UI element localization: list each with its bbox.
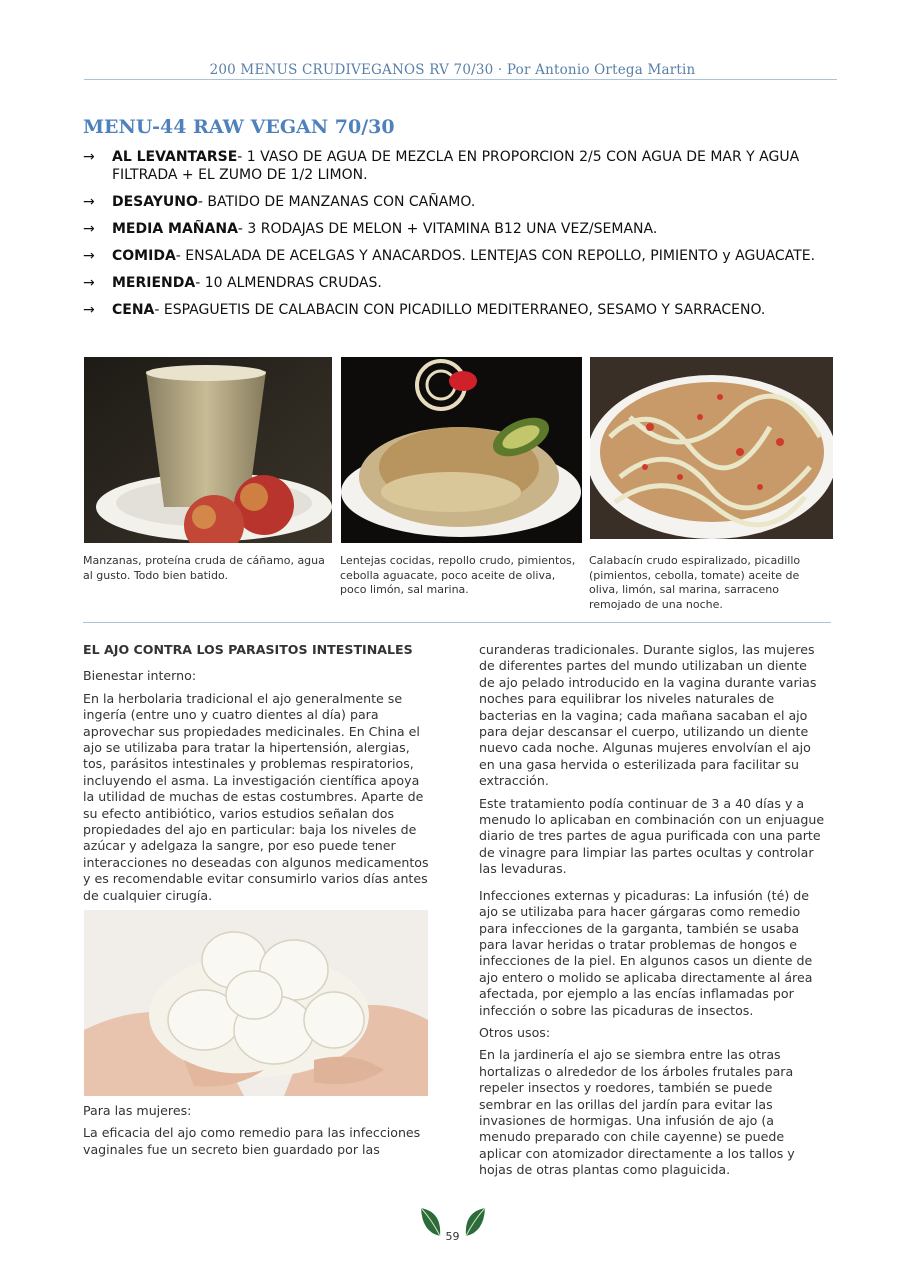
lentil-plate-photo: [341, 357, 582, 543]
article-paragraph: curanderas tradicionales. Durante siglos, las mujeres de diferentes partes del mundo utilizaban un diente de ajo pelado introducido en la vagina durante varias noches para equilibrar los niveles naturales de bacterias en la vagina; cada mañana sacaban el ajo para dejar descansar el cuerpo, utilizando un diente nuevo cada noche. Algunas mujeres envolvían el ajo en una gasa hervida o esterilizada para facilitar su extracción.: [479, 642, 817, 789]
menu-item-label: CENA: [112, 302, 155, 318]
menu-item-text: - 1 VASO DE AGUA DE MEZCLA EN PROPORCION 2/5 CON AGUA DE MAR Y AGUA FILTRADA + EL ZUMO DE 1/2 LIMON.: [112, 149, 800, 183]
article-right-column: [479, 642, 825, 1185]
header-divider: [84, 79, 837, 80]
subhead-bienestar: Bienestar interno:: [83, 668, 197, 684]
menu-item-text: - ESPAGUETIS DE CALABACIN CON PICADILLO MEDITERRANEO, SESAMO Y SARRACENO.: [154, 302, 766, 318]
menu-item-text: - 10 ALMENDRAS CRUDAS.: [195, 275, 382, 291]
arrow-icon: →: [83, 194, 95, 210]
page-number: 59: [445, 1230, 460, 1243]
menu-item-label: MEDIA MAÑANA: [112, 221, 238, 237]
photo-caption-3: Calabacín crudo espiralizado, picadillo (pimientos, cebolla, tomate) aceite de oliva, limón, sal marina, sarraceno remojado de una noche.: [589, 554, 801, 611]
running-header: 200 MENUS CRUDIVEGANOS RV 70/30 · Por Antonio Ortega Martin: [209, 62, 696, 78]
subhead-mujeres: Para las mujeres:: [83, 1103, 192, 1118]
subhead-otros-usos: Otros usos:: [479, 1024, 551, 1040]
section-divider: [83, 622, 831, 623]
menu-item-label: MERIENDA: [112, 275, 196, 291]
article-paragraph: En la herbolaria tradicional el ajo generalmente se ingería (entre uno y cuatro dientes al día) para aprovechar sus propiedades medicinales. En China el ajo se utilizaba para tratar la hipertensión, alergias, tos, parásitos intestinales y problemas respiratorios, incluyendo el asma. La investigación científica apoya la utilidad de muchas de estas costumbres. Aparte de su efecto antibiótico, varios estudios señalan dos propiedades del ajo en particular: baja los niveles de azúcar y adelgaza la sangre, por eso puede tener interacciones no deseadas con algunos medicamentos y es recomendable evitar consumirlo varios días antes de cualquier cirugía.: [83, 690, 429, 903]
article-left-column-bottom: [83, 1103, 429, 1164]
arrow-icon: →: [83, 149, 95, 165]
menu-item-label: AL LEVANTARSE: [112, 149, 238, 165]
photo-caption-2: Lentejas cocidas, repollo crudo, pimientos, cebolla aguacate, poco aceite de oliva, poco limón, sal marina.: [340, 554, 576, 596]
menu-item-text: - ENSALADA DE ACELGAS Y ANACARDOS. LENTEJAS CON REPOLLO, PIMIENTO y AGUACATE.: [175, 248, 816, 264]
arrow-icon: →: [83, 275, 95, 291]
article-title: EL AJO CONTRA LOS PARASITOS INTESTINALES: [83, 642, 413, 657]
article-paragraph: En la jardinería el ajo se siembra entre las otras hortalizas o alrededor de los árboles frutales para repeler insectos y roedores, también se puede sembrar en las orillas del jardín para evitar las invasiones de hormigas. Una infusión de ajo (a menudo preparado con chile cayenne) se puede aplicar con atomizador directamente a los tallos y hojas de otras plantas como plaguicida.: [479, 1047, 795, 1178]
article-paragraph: La eficacia del ajo como remedio para las infecciones vaginales fue un secreto bien guardado por las: [83, 1125, 421, 1157]
menu-title: MENU-44 RAW VEGAN 70/30: [83, 116, 395, 138]
menu-item-label: COMIDA: [112, 248, 176, 264]
menu-item-media-manana: [83, 220, 818, 238]
menu-item-comida: [83, 247, 818, 265]
arrow-icon: →: [83, 221, 95, 237]
photo-caption-1: Manzanas, proteína cruda de cáñamo, agua al gusto. Todo bien batido.: [83, 554, 325, 582]
menu-list: [83, 148, 818, 328]
smoothie-photo: [84, 357, 332, 543]
menu-item-label: DESAYUNO: [112, 194, 198, 210]
garlic-hands-photo: [84, 910, 428, 1096]
menu-item-cena: [83, 301, 818, 319]
article-paragraph: Infecciones externas y picaduras: La infusión (té) de ajo se utilizaba para hacer gárgaras como remedio para infecciones de la garganta, también se usaba para lavar heridas o tratar problemas de hongos e infecciones de la piel. En algunos casos un diente de ajo entero o molido se aplicaba directamente al área afectada, por ejemplo a las encías inflamadas por infección o sobre las picaduras de insectos.: [479, 887, 813, 1018]
menu-item-text: - 3 RODAJAS DE MELON + VITAMINA B12 UNA VEZ/SEMANA.: [237, 221, 658, 237]
menu-item-text: - BATIDO DE MANZANAS CON CAÑAMO.: [197, 194, 476, 210]
menu-item-desayuno: [83, 193, 818, 211]
arrow-icon: →: [83, 302, 95, 318]
article-left-column: [83, 642, 429, 910]
menu-item-al-levantarse: [83, 148, 818, 184]
zucchini-spaghetti-photo: [590, 357, 833, 539]
arrow-icon: →: [83, 248, 95, 264]
article-paragraph: Este tratamiento podía continuar de 3 a 40 días y a menudo lo aplicaban en combinación con un enjuague diario de tres partes de agua purificada con una parte de vinagre para limpiar las partes ocultas y controlar las levaduras.: [479, 795, 825, 877]
menu-item-merienda: [83, 274, 818, 292]
